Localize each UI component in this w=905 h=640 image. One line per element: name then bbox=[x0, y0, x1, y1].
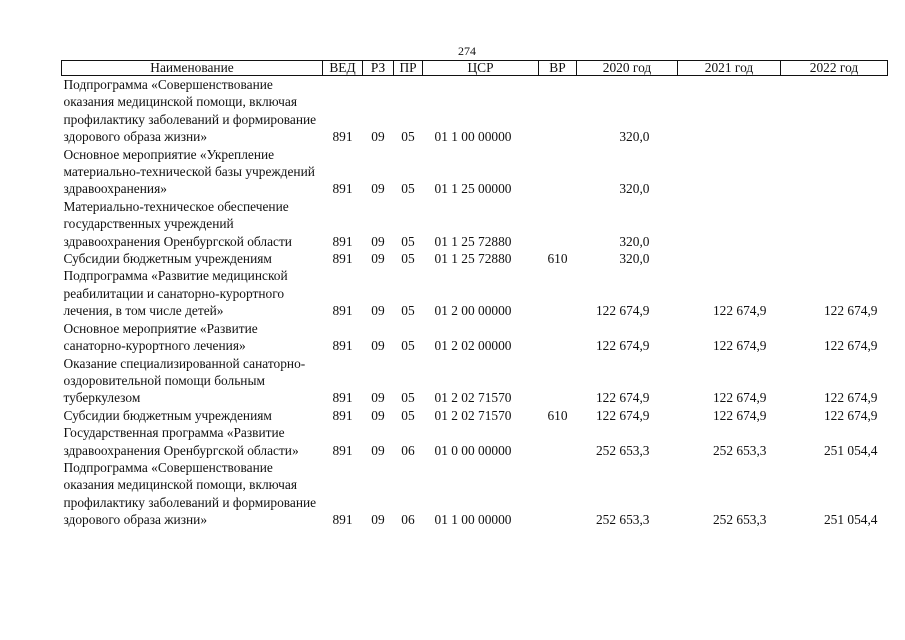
row-pr: 05 bbox=[401, 251, 415, 267]
row-2022 bbox=[781, 198, 888, 250]
row-csr: 01 2 02 71570 bbox=[434, 390, 512, 406]
row-2020: 320,0 bbox=[619, 181, 650, 197]
row-pr: 05 bbox=[401, 407, 415, 423]
row-name: Государственная программа «Развитие здравоохранения Оренбургской области» bbox=[63, 425, 299, 458]
row-2021: 122 674,9 bbox=[712, 303, 767, 319]
row-2020: 122 674,9 bbox=[595, 338, 650, 354]
row-rz: 09 bbox=[371, 233, 385, 249]
row-ved: 891 bbox=[332, 407, 353, 423]
table-row bbox=[62, 267, 888, 319]
row-name: Материально-техническое обеспечение государственных учреждений здравоохранения Оренбургской области bbox=[63, 198, 292, 249]
row-2021: 122 674,9 bbox=[712, 390, 767, 406]
row-ved: 891 bbox=[332, 233, 353, 249]
row-2020: 122 674,9 bbox=[595, 303, 650, 319]
row-rz: 09 bbox=[371, 390, 385, 406]
row-2022 bbox=[781, 146, 888, 198]
table-row bbox=[62, 320, 888, 355]
row-rz: 09 bbox=[371, 512, 385, 528]
row-csr: 01 2 00 00000 bbox=[434, 303, 512, 319]
row-ved: 891 bbox=[332, 390, 353, 406]
row-pr: 05 bbox=[401, 390, 415, 406]
row-name: Подпрограмма «Совершенствование оказания медицинской помощи, включая профилактику заболеваний и формирование здорового образа жизни» bbox=[63, 459, 317, 528]
row-2022: 122 674,9 bbox=[823, 407, 878, 423]
page-number: 274 bbox=[458, 44, 476, 58]
row-ved: 891 bbox=[332, 442, 353, 458]
row-ved: 891 bbox=[332, 181, 353, 197]
row-rz: 09 bbox=[371, 338, 385, 354]
row-2020: 252 653,3 bbox=[595, 442, 650, 458]
row-pr: 05 bbox=[401, 233, 415, 249]
row-ved: 891 bbox=[332, 251, 353, 267]
row-csr: 01 1 25 00000 bbox=[434, 181, 512, 197]
row-rz: 09 bbox=[371, 303, 385, 319]
row-csr: 01 2 02 00000 bbox=[434, 338, 512, 354]
row-2021: 252 653,3 bbox=[712, 442, 767, 458]
row-vr bbox=[539, 76, 577, 146]
table-row bbox=[62, 198, 888, 250]
row-2020: 320,0 bbox=[619, 129, 650, 145]
row-pr: 05 bbox=[401, 338, 415, 354]
table-row bbox=[62, 459, 888, 529]
row-vr bbox=[539, 146, 577, 198]
row-2022 bbox=[781, 76, 888, 146]
budget-table bbox=[61, 60, 888, 529]
row-name: Подпрограмма «Развитие медицинской реабилитации и санаторно-курортного лечения, в том числе детей» bbox=[63, 268, 288, 319]
row-csr: 01 0 00 00000 bbox=[434, 442, 512, 458]
row-name: Основное мероприятие «Развитие санаторно-курортного лечения» bbox=[63, 320, 258, 354]
row-2021 bbox=[678, 76, 781, 146]
row-2022 bbox=[781, 250, 888, 267]
table-header-row bbox=[62, 61, 888, 76]
row-csr: 01 1 25 72880 bbox=[434, 251, 512, 267]
header-vr: ВР bbox=[539, 61, 577, 76]
row-ved: 891 bbox=[332, 338, 353, 354]
row-ved: 891 bbox=[332, 512, 353, 528]
header-pr: ПР bbox=[394, 61, 423, 76]
row-rz: 09 bbox=[371, 181, 385, 197]
row-2021 bbox=[678, 146, 781, 198]
table-row bbox=[62, 146, 888, 198]
row-ved: 891 bbox=[332, 129, 353, 145]
row-rz: 09 bbox=[371, 129, 385, 145]
header-name: Наименование bbox=[62, 61, 323, 76]
row-rz: 09 bbox=[371, 407, 385, 423]
row-2020: 252 653,3 bbox=[595, 512, 650, 528]
row-2022: 122 674,9 bbox=[823, 303, 878, 319]
row-2021: 122 674,9 bbox=[712, 338, 767, 354]
row-pr: 06 bbox=[401, 512, 415, 528]
row-pr: 05 bbox=[401, 303, 415, 319]
row-2020: 122 674,9 bbox=[595, 390, 650, 406]
row-vr bbox=[539, 459, 577, 529]
row-2021 bbox=[678, 198, 781, 250]
row-2021 bbox=[678, 250, 781, 267]
table-row bbox=[62, 250, 888, 267]
header-csr: ЦСР bbox=[423, 61, 539, 76]
table-row bbox=[62, 355, 888, 407]
row-csr: 01 1 00 00000 bbox=[434, 512, 512, 528]
row-pr: 06 bbox=[401, 442, 415, 458]
row-rz: 09 bbox=[371, 442, 385, 458]
row-2022: 251 054,4 bbox=[823, 512, 878, 528]
row-rz: 09 bbox=[371, 251, 385, 267]
table-row bbox=[62, 76, 888, 146]
row-pr: 05 bbox=[401, 181, 415, 197]
table-row bbox=[62, 424, 888, 459]
row-ved: 891 bbox=[332, 303, 353, 319]
header-2021: 2021 год bbox=[678, 61, 781, 76]
row-vr: 610 bbox=[547, 407, 568, 423]
row-vr: 610 bbox=[547, 251, 568, 267]
row-vr bbox=[539, 267, 577, 319]
row-2022: 122 674,9 bbox=[823, 390, 878, 406]
row-vr bbox=[539, 424, 577, 459]
row-2022: 251 054,4 bbox=[823, 442, 878, 458]
row-2020: 320,0 bbox=[619, 251, 650, 267]
row-2022: 122 674,9 bbox=[823, 338, 878, 354]
header-rz: РЗ bbox=[363, 61, 394, 76]
row-2020: 320,0 bbox=[619, 233, 650, 249]
row-name: Основное мероприятие «Укрепление материально-технической базы учреждений здравоохранения» bbox=[63, 146, 315, 197]
table-row bbox=[62, 407, 888, 424]
row-2020: 122 674,9 bbox=[595, 407, 650, 423]
row-2021: 122 674,9 bbox=[712, 407, 767, 423]
row-name: Подпрограмма «Совершенствование оказания медицинской помощи, включая профилактику заболеваний и формирование здорового образа жизни» bbox=[63, 77, 317, 145]
row-pr: 05 bbox=[401, 129, 415, 145]
header-2020: 2020 год bbox=[577, 61, 678, 76]
row-csr: 01 2 02 71570 bbox=[434, 407, 512, 423]
header-ved: ВЕД bbox=[323, 61, 363, 76]
row-name: Оказание специализированной санаторно-оздоровительной помощи больным туберкулезом bbox=[63, 355, 306, 406]
row-vr bbox=[539, 320, 577, 355]
row-vr bbox=[539, 355, 577, 407]
row-csr: 01 1 25 72880 bbox=[434, 233, 512, 249]
row-csr: 01 1 00 00000 bbox=[434, 129, 512, 145]
row-name: Субсидии бюджетным учреждениям bbox=[63, 251, 272, 267]
row-2021: 252 653,3 bbox=[712, 512, 767, 528]
row-vr bbox=[539, 198, 577, 250]
row-name: Субсидии бюджетным учреждениям bbox=[63, 407, 272, 423]
header-2022: 2022 год bbox=[781, 61, 888, 76]
